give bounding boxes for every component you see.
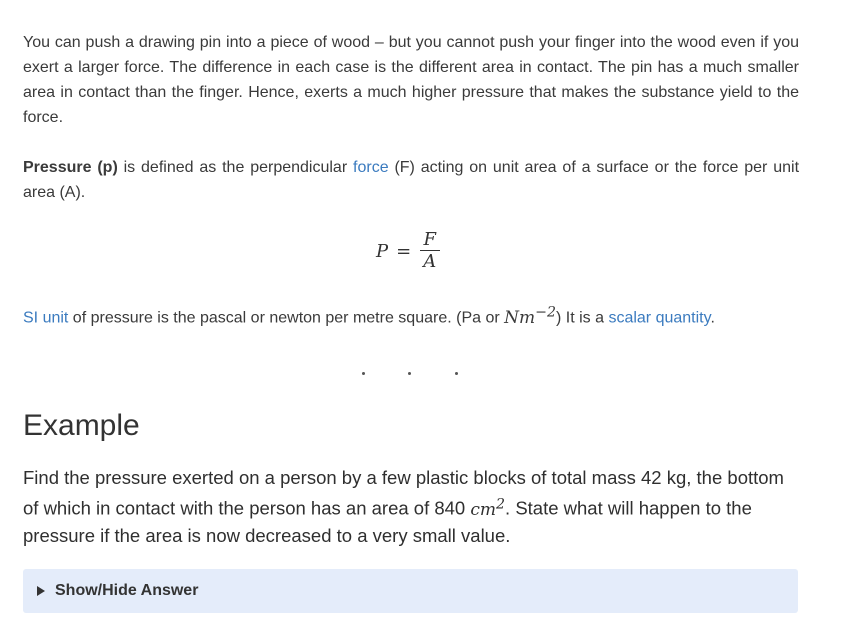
show-hide-answer-toggle[interactable] bbox=[23, 569, 798, 613]
definition-paragraph bbox=[23, 155, 799, 205]
unit-base: Nm bbox=[504, 307, 536, 328]
si-text-c: . bbox=[710, 309, 715, 327]
definition-text-b: (F) acting on unit area of a surface or the force per unit area (A). bbox=[23, 159, 800, 201]
question-text-a: Find the pressure exerted on a person by a few plastic blocks of total mass 42 kg, the bottom of which in contact with the person has an area of 840 bbox=[23, 467, 784, 519]
definition-text-a: is defined as the perpendicular bbox=[117, 159, 354, 176]
intro-paragraph: You can push a drawing pin into a piece of wood – but you cannot push your finger into the wood even if you exert a larger force. The difference in each case is the different area in contact. The pin has a much smaller area in contact than the finger. Hence, exerts a much higher pressure that makes the substance yield to the force. bbox=[23, 34, 799, 126]
example-question bbox=[23, 465, 803, 549]
divider-dot bbox=[362, 372, 365, 375]
si-text-a: of pressure is the pascal or newton per metre square. (Pa or bbox=[68, 309, 505, 327]
example-heading: Example bbox=[23, 409, 140, 442]
formula-numerator: F bbox=[423, 229, 436, 250]
unit-math bbox=[504, 304, 556, 328]
area-unit-base: cm bbox=[470, 499, 497, 520]
divider-dot bbox=[408, 372, 411, 375]
area-unit-math bbox=[470, 496, 506, 520]
show-hide-answer-label: Show/Hide Answer bbox=[55, 582, 199, 599]
si-unit-link[interactable]: SI unit bbox=[23, 309, 69, 327]
divider-dot bbox=[455, 372, 458, 375]
scalar-quantity-link[interactable]: scalar quantity bbox=[608, 309, 711, 327]
formula-lhs: P bbox=[376, 241, 389, 262]
si-text-b: ) It is a bbox=[556, 309, 609, 327]
force-link[interactable]: force bbox=[353, 159, 389, 176]
formula-equals: = bbox=[396, 241, 412, 262]
pressure-term: Pressure (p) bbox=[23, 159, 118, 176]
disclosure-triangle-icon bbox=[37, 586, 45, 596]
formula-fraction bbox=[419, 230, 440, 273]
pressure-formula bbox=[376, 230, 440, 273]
area-unit-exponent: 2 bbox=[496, 496, 506, 512]
section-divider bbox=[0, 365, 854, 377]
unit-exponent: −2 bbox=[535, 304, 556, 320]
si-unit-paragraph bbox=[23, 300, 823, 331]
formula-denominator: A bbox=[423, 251, 437, 272]
question-text-b: . State what will happen to the pressure if the area is now decreased to a very small value. bbox=[23, 497, 752, 546]
